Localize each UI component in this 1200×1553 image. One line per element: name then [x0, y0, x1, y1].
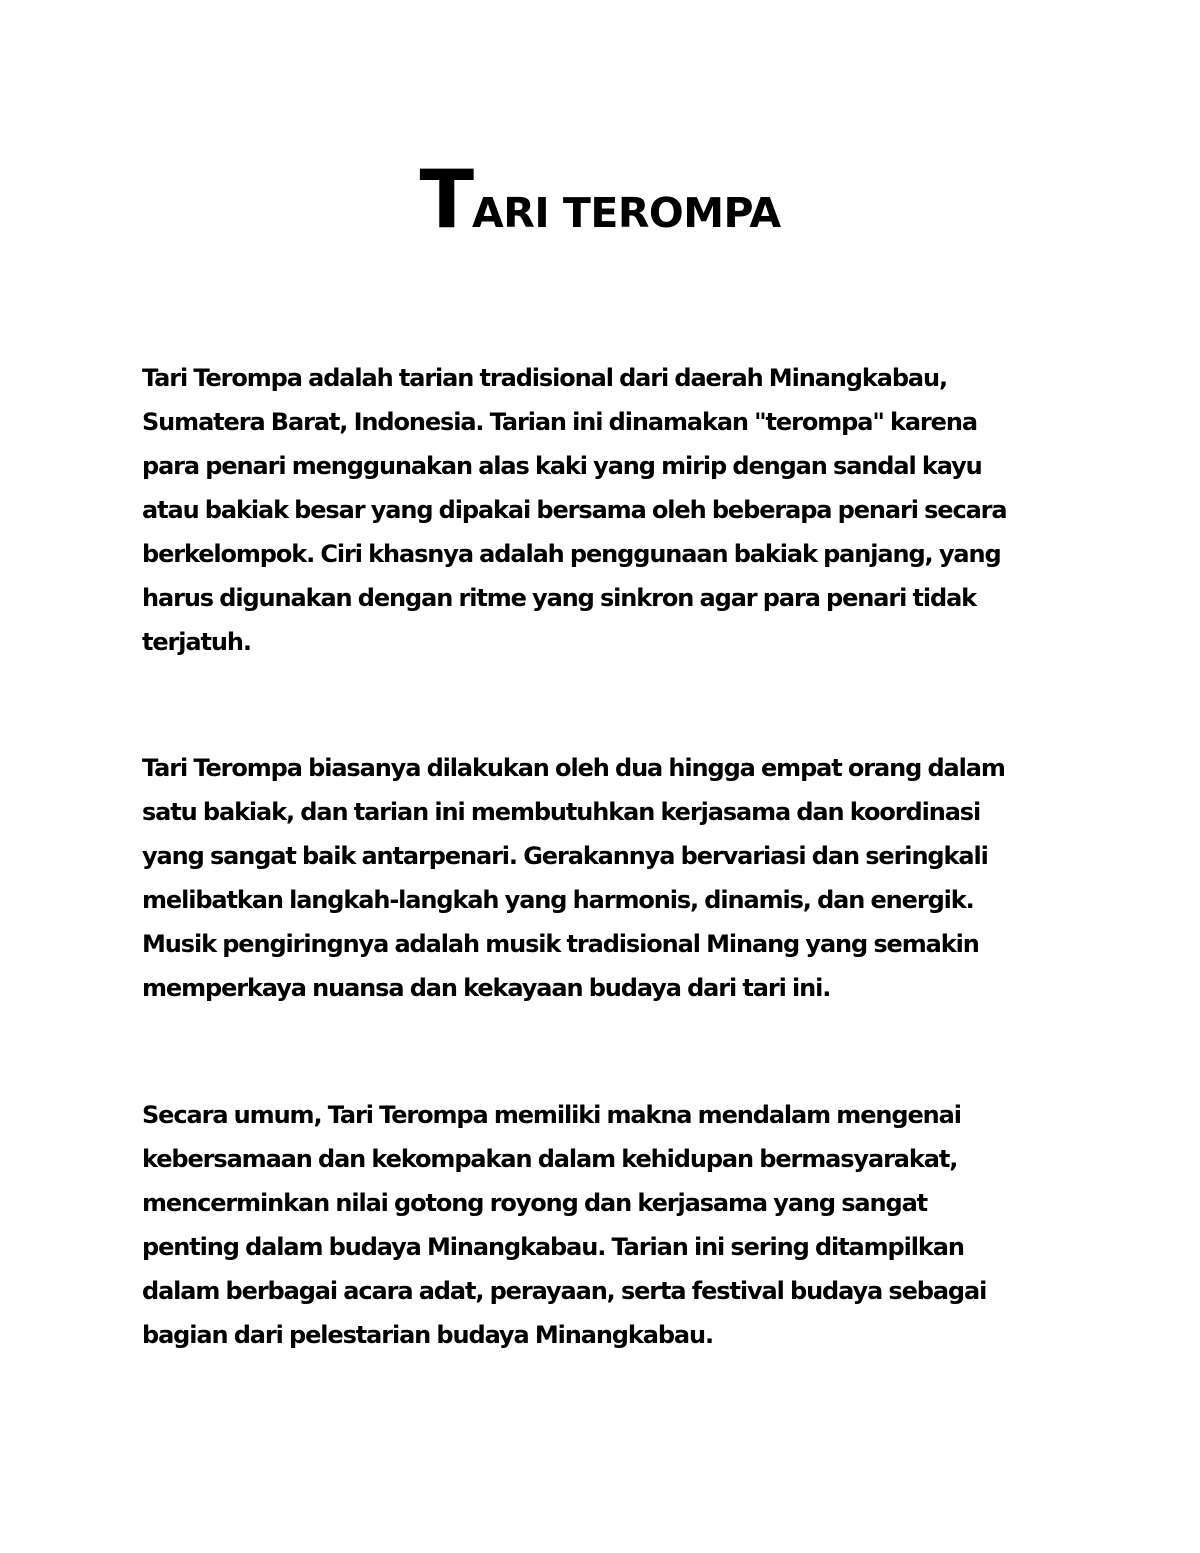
title-rest: ARI TEROMPA — [472, 189, 781, 237]
paragraph-line: Musik pengiringnya adalah musik tradisional Minang yang semakin — [142, 930, 979, 958]
paragraph-line: memperkaya nuansa dan kekayaan budaya dari tari ini. — [142, 974, 831, 1002]
paragraph-line: atau bakiak besar yang dipakai bersama oleh beberapa penari secara — [142, 496, 1007, 524]
paragraph-2 — [142, 746, 1072, 1010]
title-initial: T — [419, 153, 473, 246]
paragraph-line: Tari Terompa biasanya dilakukan oleh dua hingga empat orang dalam — [142, 754, 1005, 782]
paragraph-line: melibatkan langkah-langkah yang harmonis, dinamis, dan energik. — [142, 886, 974, 914]
paragraph-line: kebersamaan dan kekompakan dalam kehidupan bermasyarakat, — [142, 1145, 958, 1173]
paragraph-line: mencerminkan nilai gotong royong dan kerjasama yang sangat — [142, 1189, 928, 1217]
paragraph-line: para penari menggunakan alas kaki yang mirip dengan sandal kayu — [142, 452, 982, 480]
paragraph-line: terjatuh. — [142, 628, 251, 656]
paragraph-line: satu bakiak, dan tarian ini membutuhkan kerjasama dan koordinasi — [142, 798, 981, 826]
paragraph-line: harus digunakan dengan ritme yang sinkron agar para penari tidak — [142, 584, 977, 612]
paragraph-line: Tari Terompa adalah tarian tradisional dari daerah Minangkabau, — [142, 364, 947, 392]
paragraph-line: Sumatera Barat, Indonesia. Tarian ini dinamakan "terompa" karena — [142, 408, 977, 436]
paragraph-line: berkelompok. Ciri khasnya adalah penggunaan bakiak panjang, yang — [142, 540, 1001, 568]
paragraph-line: penting dalam budaya Minangkabau. Tarian ini sering ditampilkan — [142, 1233, 964, 1261]
paragraph-3 — [142, 1093, 1072, 1357]
paragraph-line: yang sangat baik antarpenari. Gerakannya bervariasi dan seringkali — [142, 842, 988, 870]
paragraph-line: bagian dari pelestarian budaya Minangkabau. — [142, 1321, 714, 1349]
paragraph-line: Secara umum, Tari Terompa memiliki makna mendalam mengenai — [142, 1101, 961, 1129]
document-title — [0, 153, 1200, 246]
paragraph-1 — [142, 356, 1072, 664]
paragraph-line: dalam berbagai acara adat, perayaan, serta festival budaya sebagai — [142, 1277, 987, 1305]
